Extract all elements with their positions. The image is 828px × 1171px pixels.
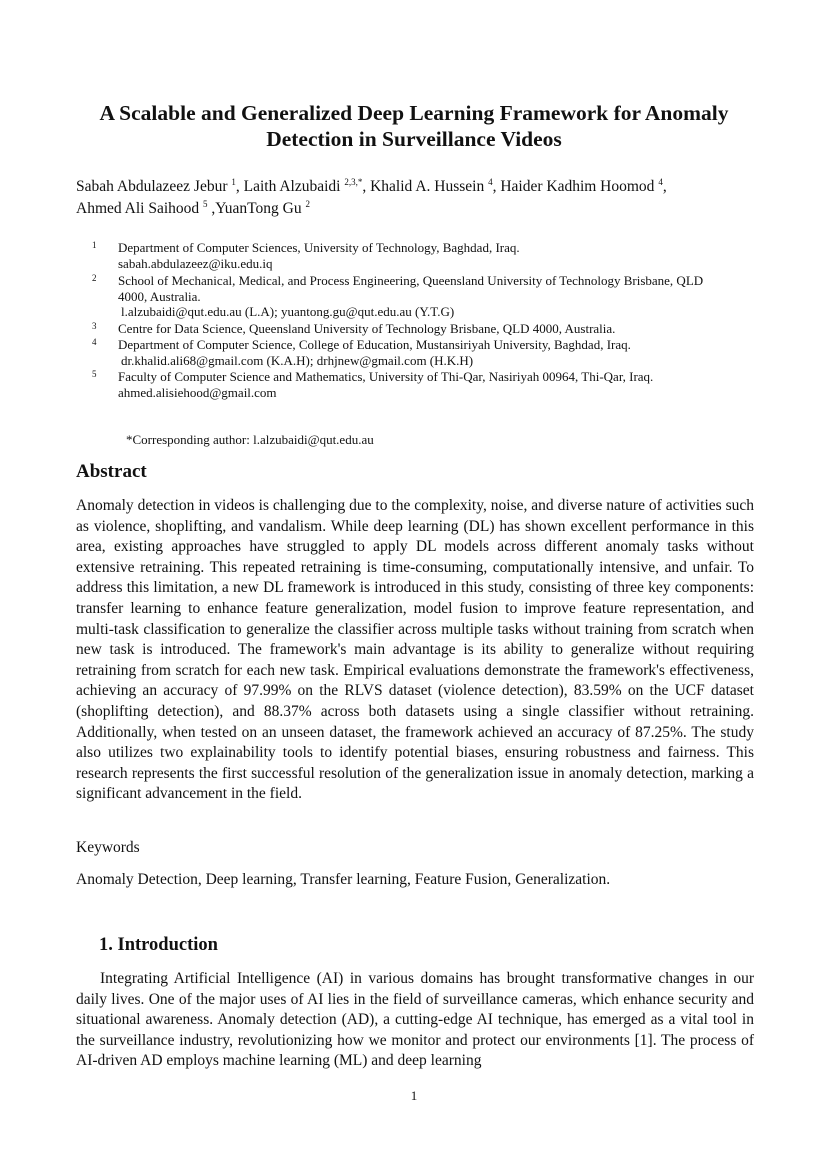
keywords-list: Anomaly Detection, Deep learning, Transfer learning, Feature Fusion, Generalization. (76, 871, 611, 888)
affiliation-email: ahmed.alisiehood@gmail.com (118, 384, 277, 400)
author-affiliation-mark: 4 (488, 177, 493, 187)
affiliation-text: School of Mechanical, Medical, and Process Engineering, Queensland University of Technology Brisbane, QLD (118, 273, 704, 288)
title-line-2: Detection in Surveillance Videos (266, 127, 562, 151)
author-affiliation-mark: 2,3,* (344, 177, 363, 187)
affiliation-number: 5 (92, 369, 97, 379)
affiliation-email: l.alzubaidi@qut.edu.au (L.A); yuantong.gu@qut.edu.au (Y.T.G) (121, 304, 455, 319)
author-list (76, 176, 754, 220)
author-name: Ahmed Ali Saihood (76, 200, 204, 217)
affiliation-4 (92, 337, 756, 368)
author-affiliation-mark: 4 (658, 177, 663, 187)
author-name: Laith Alzubaidi (243, 178, 345, 195)
affiliation-email: dr.khalid.ali68@gmail.com (K.A.H); drhjnew@gmail.com (H.K.H) (121, 352, 474, 368)
corresponding-author: *Corresponding author: l.alzubaidi@qut.edu.au (126, 432, 374, 447)
affiliation-number: 2 (92, 273, 97, 283)
title-line-1: A Scalable and Generalized Deep Learning Framework for Anomaly (99, 101, 729, 125)
affiliation-3 (92, 321, 756, 337)
keywords-heading: Keywords (76, 839, 140, 856)
author-separator: , (235, 178, 244, 195)
author-separator: , (492, 178, 501, 195)
affiliation-1 (92, 240, 756, 271)
author-separator: , (662, 178, 667, 195)
abstract-heading: Abstract (76, 461, 147, 482)
affiliation-number: 1 (92, 240, 97, 250)
affiliation-text: Department of Computer Sciences, University of Technology, Baghdad, Iraq. (118, 240, 520, 255)
author-name: Haider Kadhim Hoomod (500, 178, 659, 195)
author-affiliation-mark: 5 (203, 199, 208, 209)
author-name: Sabah Abdulazeez Jebur (76, 178, 232, 195)
paper-title (60, 100, 768, 152)
affiliation-number: 3 (92, 321, 97, 331)
author-name: YuanTong Gu (215, 200, 306, 217)
author-name: Khalid A. Hussein (370, 178, 489, 195)
affiliation-2 (92, 273, 756, 320)
affiliation-email: sabah.abdulazeez@iku.edu.iq (118, 255, 273, 271)
abstract-body: Anomaly detection in videos is challenging due to the complexity, noise, and diverse nature of activities such as violence, shoplifting, and vandalism. While deep learning (DL) has shown excellent performance in this area, existing approaches have struggled to apply DL models across different anomaly tasks without extensive retraining. This repeated retraining is time-consuming, computationally intensive, and unfair. To address this limitation, a new DL framework is introduced in this study, consisting of three key components: transfer learning to enhance feature generalization, model fusion to improve feature representation, and multi-task classification to generalize the classifier across multiple tasks without training from scratch when new task is introduced. The framework's main advantage is its ability to generalize without requiring retraining from scratch for each new task. Empirical evaluations demonstrate the framework's effectiveness, achieving an accuracy of 97.99% on the RLVS dataset (violence detection), 83.59% on the UCF dataset (shoplifting detection), and 88.37% across both datasets using a single classifier without retraining. Additionally, when tested on an unseen dataset, the framework achieved an accuracy of 87.25%. The study also utilizes two explainability tools to identify potential biases, ensuring robustness and fairness. This research represents the first successful resolution of the generalization issue in anomaly detection, marking a significant advancement in the field. (76, 497, 754, 803)
affiliation-5 (92, 369, 756, 400)
author-affiliation-mark: 1 (231, 177, 236, 187)
affiliation-text: Department of Computer Science, College of Education, Mustansiriyah University, Baghdad, Iraq. (118, 337, 631, 352)
author-affiliation-mark: 2 (305, 199, 310, 209)
author-separator: , (207, 200, 216, 217)
introduction-heading: 1. Introduction (99, 935, 218, 955)
affiliation-text-cont: 4000, Australia. (118, 288, 201, 304)
affiliation-text: Faculty of Computer Science and Mathematics, University of Thi-Qar, Nasiriyah 00964, Thi-Qar, Iraq. (118, 369, 654, 384)
page-number: 1 (410, 1088, 418, 1103)
affiliation-text: Centre for Data Science, Queensland University of Technology Brisbane, QLD 4000, Australia. (118, 321, 616, 336)
affiliation-number: 4 (92, 337, 97, 347)
introduction-body: Integrating Artificial Intelligence (AI) in various domains has brought transformative changes in our daily lives. One of the major uses of AI lies in the field of surveillance cameras, which enhance security and situational awareness. Anomaly detection (AD), a cutting-edge AI technique, has emerged as a vital tool in the surveillance industry, revolutionizing how we monitor and protect our environments [1]. The process of AI-driven AD employs machine learning (ML) and deep learning (76, 970, 754, 1070)
author-separator: , (362, 178, 371, 195)
